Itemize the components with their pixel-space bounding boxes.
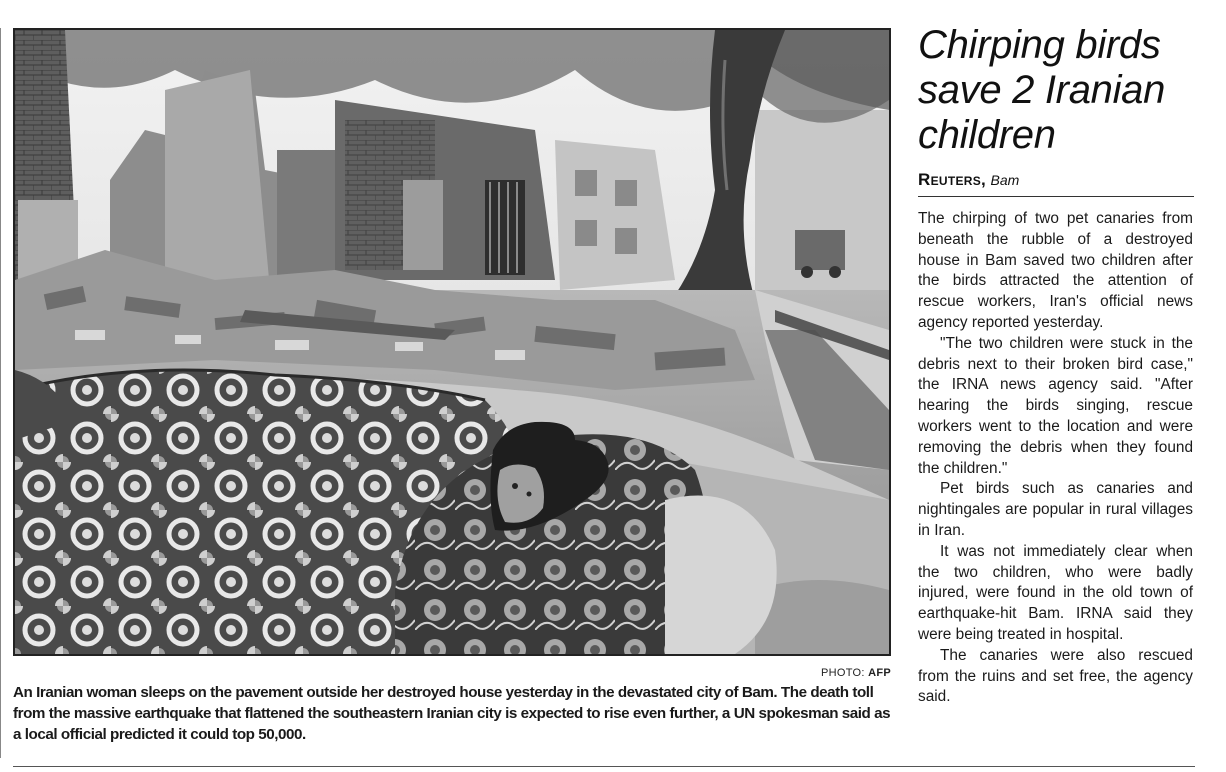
article-paragraph: It was not immediately clear when the two children, who were badly injured, were found in the old town of earthquake-hit Bam. IRNA said they were being treated in hospital. (918, 542, 1193, 643)
news-photo (13, 28, 891, 656)
article-paragraph: Pet birds such as canaries and nightingales are popular in rural villages in Iran. (918, 480, 1193, 539)
article-paragraph: The chirping of two pet canaries from beneath the rubble of a destroyed house in Bam saved two children after the birds attracted the attention of rescue workers, Iran's official news agency reported yesterday. (918, 210, 1193, 331)
photo-credit (13, 667, 891, 679)
byline-location: Bam (990, 172, 1020, 188)
article-paragraph: The canaries were also rescued from the ruins and set free, the agency said. (918, 646, 1193, 706)
photo-credit-label: PHOTO: (820, 667, 865, 679)
headline: Chirping birds save 2 Iranian children (918, 23, 1166, 157)
photo-credit-source: AFP (868, 667, 891, 679)
article-body (918, 209, 1193, 708)
photo-caption: An Iranian woman sleeps on the pavement outside her destroyed house yesterday in the devastated city of Bam. The death toll from the massive earthquake that flattened the southeastern Iranian city is expected to rise even further, a UN spokesman said as a local official predicted it could top 50,000. (13, 684, 891, 743)
page-rule (13, 766, 1195, 767)
byline-agency: Reuters, (918, 170, 987, 189)
byline (918, 170, 1194, 197)
column-rule (0, 28, 1, 758)
article-paragraph: "The two children were stuck in the debris next to their broken bird case," the IRNA news agency said. "After hearing the birds singing, rescue workers went to the location and were removing the debris when they found the children." (918, 334, 1193, 477)
